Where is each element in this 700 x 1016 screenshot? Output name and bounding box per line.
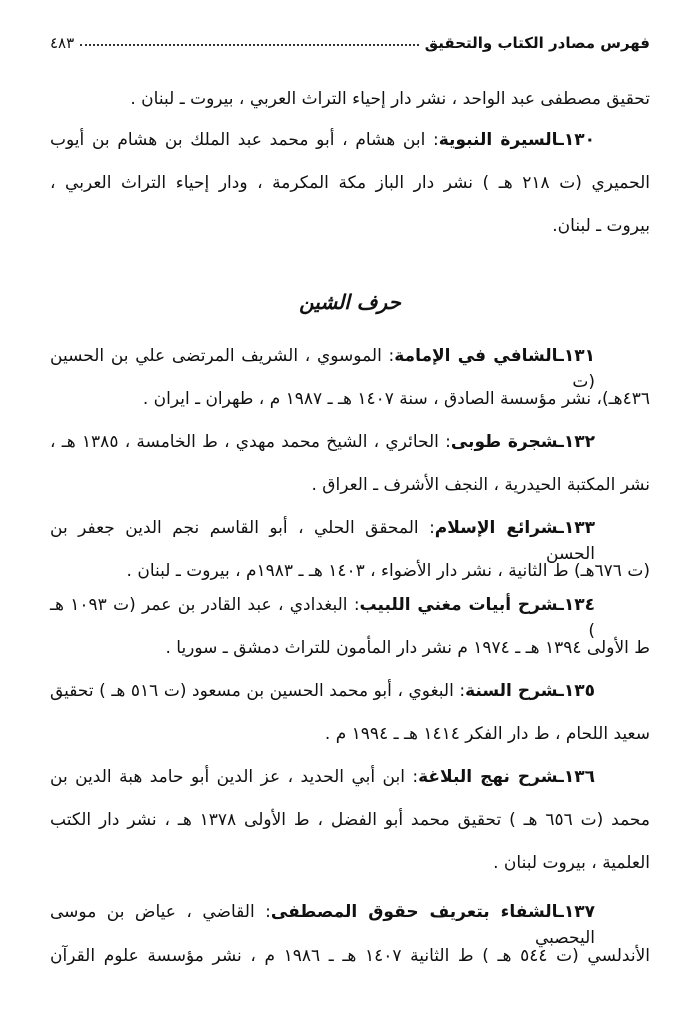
entry-130-line-3: بيروت ـ لبنان.: [552, 216, 650, 236]
entry-136-line-1: [50, 764, 595, 792]
section-heading: حرف الشين: [299, 290, 401, 314]
entry-text: : البغوي ، أبو محمد الحسين بن مسعود (ت ٥١٦ هـ ) تحقيق: [50, 681, 466, 701]
entry-title: ١٣١ـالشافي في الإمامة: [394, 346, 595, 366]
entry-132-line-1: [50, 429, 595, 457]
entry-text: : القاضي ، عياض بن موسى اليحصبي: [50, 902, 595, 948]
entry-134-line-1: [50, 592, 595, 641]
entry-137-line-2: الأندلسي (ت ٥٤٤ هـ ) ط الثانية ١٤٠٧ هـ ـ ١٩٨٦ م ، نشر مؤسسة علوم القرآن: [50, 946, 651, 966]
entry-title: ١٣٦ـشرح نهج البلاغة: [418, 767, 595, 787]
entry-133-line-1: [50, 515, 595, 564]
entry-text: : ابن هشام ، أبو محمد عبد الملك بن هشام بن أيوب: [50, 130, 439, 150]
entry-137-line-1: [50, 899, 595, 948]
entry-131-line-2: ٤٣٦هـ)، نشر مؤسسة الصادق ، سنة ١٤٠٧ هـ ـ ١٩٨٧ م ، طهران ـ ايران .: [142, 389, 650, 409]
entry-text: : الحائري ، الشيخ محمد مهدي ، ط الخامسة ، ١٣٨٥ هـ ،: [50, 432, 451, 452]
entry-135-line-1: [50, 678, 595, 706]
entry-title: ١٣٠ـالسيرة النبوية: [438, 130, 595, 150]
entry-title: ١٣٢ـشجرة طوبى: [450, 432, 595, 452]
entry-135-line-2: سعيد اللحام ، ط دار الفكر ١٤١٤ هـ ـ ١٩٩٤ م .: [324, 724, 650, 744]
entry-title: ١٣٧ـالشفاء بتعريف حقوق المصطفى: [270, 902, 595, 922]
entry-title: ١٣٣ـشرائع الإسلام: [434, 518, 595, 538]
entry-130-line-2: الحميري (ت ٢١٨ هـ ) نشر دار الباز مكة المكرمة ، ودار إحياء التراث العربي ،: [50, 173, 651, 193]
entry-130-line-1: [50, 127, 595, 155]
entry-text: : الموسوي ، الشريف المرتضى علي بن الحسين (ت: [50, 346, 595, 392]
entry-text: : المحقق الحلي ، أبو القاسم نجم الدين جعفر بن الحسن: [50, 518, 595, 564]
entry-133-line-2: (ت ٦٧٦هـ) ط الثانية ، نشر دار الأضواء ، ١٤٠٣ هـ ـ ١٩٨٣م ، بيروت ـ لبنان .: [126, 561, 650, 581]
continuation-line: تحقيق مصطفى عبد الواحد ، نشر دار إحياء التراث العربي ، بيروت ـ لبنان .: [130, 89, 650, 109]
entry-text: : ابن أبي الحديد ، عز الدين أبو حامد هبة الدين بن: [50, 767, 419, 787]
entry-131-line-1: [50, 343, 595, 392]
entry-136-line-2: محمد (ت ٦٥٦ هـ ) تحقيق محمد أبو الفضل ، ط الأولى ١٣٧٨ هـ ، نشر دار الكتب: [50, 810, 650, 830]
entry-text: : البغدادي ، عبد القادر بن عمر (ت ١٠٩٣ هـ ): [50, 595, 595, 641]
header-title: فهرس مصادر الكتاب والتحقيق: [424, 34, 650, 52]
entry-134-line-2: ط الأولى ١٣٩٤ هـ ـ ١٩٧٤ م نشر دار المأمون للتراث دمشق ـ سوريا .: [165, 638, 650, 658]
page-number: ٤٨٣: [50, 34, 75, 52]
entry-136-line-3: العلمية ، بيروت لبنان .: [493, 853, 650, 873]
entry-title: ١٣٥ـشرح السنة: [465, 681, 595, 701]
entry-title: ١٣٤ـشرح أبيات مغني اللبيب: [359, 595, 595, 615]
entry-132-line-2: نشر المكتبة الحيدرية ، النجف الأشرف ـ العراق .: [311, 475, 650, 495]
running-header: [50, 24, 650, 52]
header-leader-dots: [80, 44, 419, 46]
